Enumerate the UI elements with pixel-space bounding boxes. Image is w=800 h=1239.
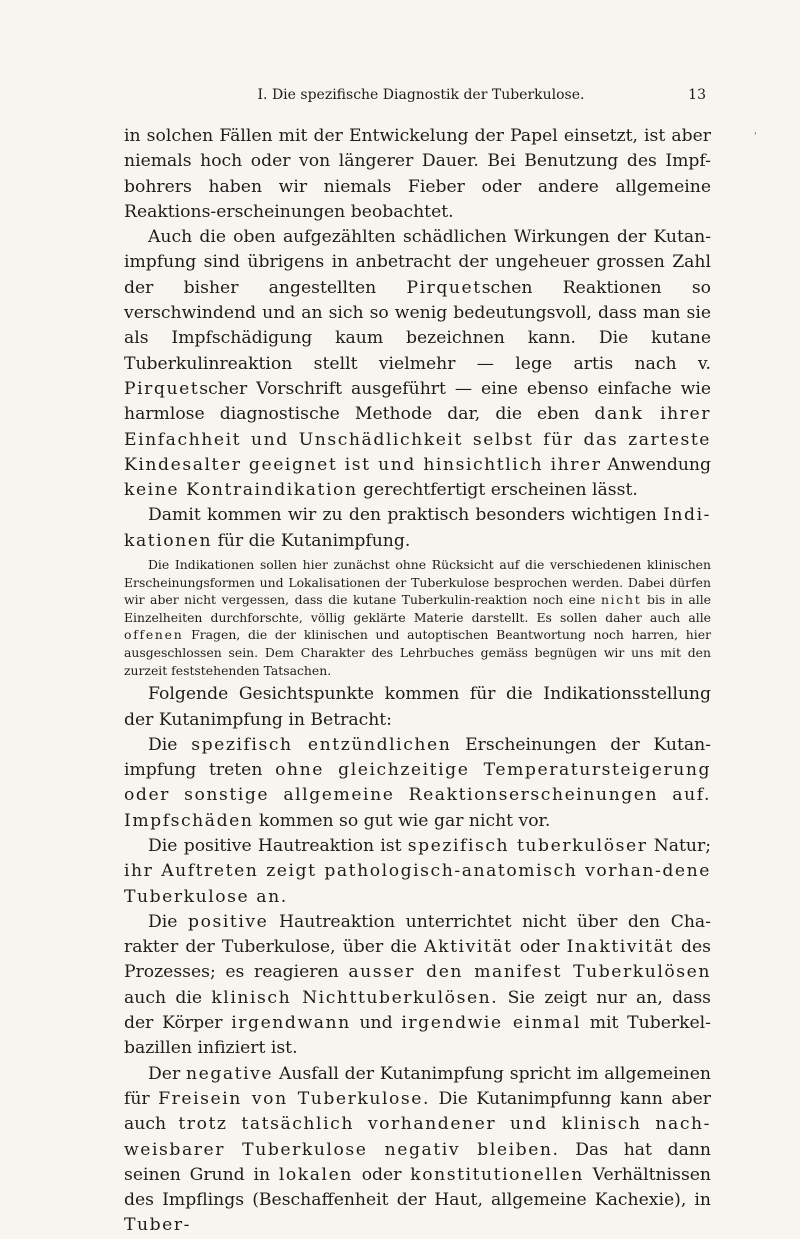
paragraph-5: Die spezifisch entzündlichen Erscheinungen der Kutan-impfung treten ohne gleichzeitige Temperatursteigerung oder sonstige allgemeine Reaktionserscheinungen auf. Impfschäden kommen so gut wie gar nicht vor. [124,734,711,831]
emphasis-text: keine Kontraindikation [124,480,358,501]
emphasis-pirquet: Pirquet [124,378,200,399]
emphasis-text: irgendwann [231,1013,351,1034]
emphasis-text: irgendwie einmal [401,1013,581,1034]
emphasis-text: Tuber- [124,1215,192,1236]
paragraph-6: Die positive Hautreaktion ist spezifisch tuberkulöser Natur; ihr Auftreten zeigt pathologisch-anatomisch vorhan-dene Tuberkulose an. [124,835,712,907]
paragraph-3: Damit kommen wir zu den praktisch besonders wichtigen Indi-kationen für die Kutanimpfung. [124,505,711,551]
paragraph-4: Folgende Gesichtspunkte kommen für die Indikationsstellung der Kutanimpfung in Betracht: [124,684,711,730]
paragraph-1: in solchen Fällen mit der Entwickelung der Papel einsetzt, ist aber niemals hoch oder von längerer Dauer. Bei Benutzung des Impf-bohrers haben wir niemals Fieber oder andere allgemeine Reaktions-erscheinungen beobachtet. [124,126,711,222]
emphasis-text: lokalen [278,1164,353,1185]
emphasis-text: Freisein von Tuberkulose. [158,1088,431,1109]
emphasis-text: nicht [600,592,642,608]
margin-mark: ' [754,132,757,142]
emphasis-text: dank ihrer Einfachheit und Unschädlichkeit selbst für das zarteste Kindesalter geeignet ist und hinsichtlich ihrer [124,404,711,475]
emphasis-text: negative [185,1063,274,1084]
emphasis-text: Inaktivität [566,937,674,958]
emphasis-text: positive [188,911,269,932]
emphasis-text: trotz tatsächlich vorhandener und klinisch nach-weisbarer Tuberkulose negativ bleiben. [124,1114,711,1160]
emphasis-text: ausser den manifest Tuberkulösen [348,962,711,983]
emphasis-text: ohne gleichzeitige Temperatursteigerung oder sonstige allgemeine Reaktionserscheinungen auf. Impfschäden [124,760,711,831]
emphasis-text: ihr Auftreten zeigt pathologisch-anatomisch vorhan-dene Tuberkulose an. [124,861,711,907]
emphasis-text: Indi-kationen [124,505,711,551]
emphasis-text: offenen [124,627,184,643]
body-text [124,124,711,1239]
emphasis-text: spezifisch entzündlichen [191,734,452,755]
chapter-title: I. Die spezifische Diagnostik der Tuberkulose. [257,87,585,103]
emphasis-pirquet: Pirquet [406,277,482,298]
footnote-paragraph: Die Indikationen sollen hier zunächst ohne Rücksicht auf die verschiedenen klinischen Erscheinungsformen und Lokalisationen der Tuberkulose besprochen werden. Dabei dürfen wir aber nicht vergessen, dass die kutane Tuberkulin-reaktion noch eine nicht bis in alle Einzelheiten durchforschte, völlig geklärte Materie darstellt. Es sollen daher auch alle offenen Fragen, die der klinischen und autoptischen Beantwortung noch harren, hier ausgeschlossen sein. Dem Charakter des Lehrbuches gemäss begnügen wir uns mit den zurzeit feststehenden Tatsachen. [124,557,711,678]
emphasis-text: spezifisch tuberkulöser [407,835,648,856]
emphasis-text: klinisch Nichttuberkulösen. [211,987,499,1008]
emphasis-text: konstitutionellen [410,1164,584,1185]
paragraph-7: Die positive Hautreaktion unterrichtet nicht über den Cha-rakter der Tuberkulose, über die Aktivität oder Inaktivität des Prozesses; es reagieren ausser den manifest Tuberkulösen auch die klinisch Nichttuberkulösen. Sie zeigt nur an, dass der Körper irgendwann und irgendwie einmal mit Tuberkel-bazillen infiziert ist. [124,911,712,1059]
paragraph-2: Auch die oben aufgezählten schädlichen Wirkungen der Kutan-impfung sind übrigens in anbetracht der ungeheuer grossen Zahl der bisher angestellten Pirquetschen Reaktionen so verschwindend und an sich so wenig bedeutungsvoll, dass man sie als Impfschädigung kaum bezeichnen kann. Die kutane Tuberkulinreaktion stellt vielmehr — lege artis nach v. Pirquetscher Vorschrift ausgeführt — eine ebenso einfache wie harmlose diagnostische Methode dar, die eben dank ihrer Einfachheit und Unschädlichkeit selbst für das zarteste Kindesalter geeignet ist und hinsichtlich ihrer Anwendung keine Kontraindikation gerechtfertigt erscheinen lässt. [124,227,711,501]
paragraph-8: Der negative Ausfall der Kutanimpfung spricht im allgemeinen für Freisein von Tuberkulose. Die Kutanimpfunng kann aber auch trotz tatsächlich vorhandener und klinisch nach-weisbarer Tuberkulose negativ bleiben. Das hat dann seinen Grund in lokalen oder konstitutionellen Verhältnissen des Impflings (Beschaffenheit der Haut, allgemeine Kachexie), in Tuber- [124,1063,712,1236]
page-number: 13 [688,87,706,103]
emphasis-text: Aktivität [424,937,513,958]
